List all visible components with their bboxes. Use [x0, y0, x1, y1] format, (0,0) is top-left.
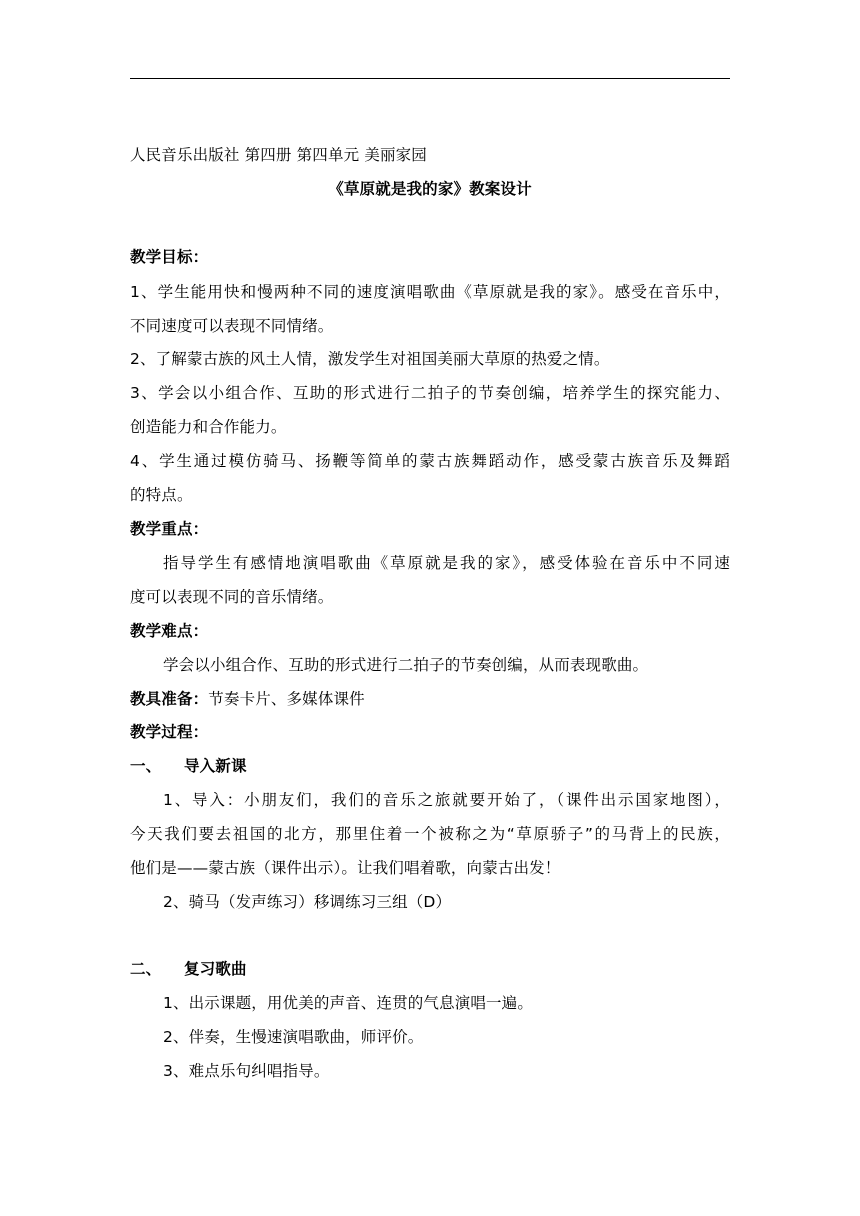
materials-text: 节奏卡片、多媒体课件: [208, 690, 365, 708]
objectives-line: 2、了解蒙古族的风土人情，激发学生对祖国美丽大草原的热爱之情。: [130, 350, 610, 368]
key-points-line: 指导学生有感情地演唱歌曲《草原就是我的家》，感受体验在音乐中不同速: [163, 554, 730, 572]
section1-line: 1、导入：小朋友们，我们的音乐之旅就要开始了，（课件出示国家地图），: [163, 791, 730, 809]
publisher-line: 人民音乐出版社 第四册 第四单元 美丽家园: [130, 146, 427, 164]
document-title: 《草原就是我的家》教案设计: [328, 180, 532, 198]
section2-line: 3、难点乐句纠唱指导。: [163, 1062, 330, 1080]
objectives-line: 创造能力和合作能力。: [130, 418, 287, 436]
header-rule: [130, 78, 730, 79]
section1-heading: [130, 755, 730, 777]
objectives-line: 3、学会以小组合作、互助的形式进行二拍子的节奏创编，培养学生的探究能力、: [130, 384, 730, 402]
section2-line: 1、出示课题，用优美的声音、连贯的气息演唱一遍。: [163, 994, 533, 1012]
section1-title: 导入新课: [184, 757, 247, 775]
key-points-heading: 教学重点：: [130, 520, 209, 538]
process-heading: 教学过程：: [130, 723, 209, 741]
difficulties-heading: 教学难点：: [130, 622, 209, 640]
materials-line: [130, 688, 730, 710]
objectives-line: 1、学生能用快和慢两种不同的速度演唱歌曲《草原就是我的家》。感受在音乐中，: [130, 283, 730, 301]
section2-heading: [130, 958, 730, 980]
objectives-line: 不同速度可以表现不同情绪。: [130, 317, 334, 335]
section1-line: 今天我们要去祖国的北方，那里住着一个被称之为“草原骄子”的马背上的民族，: [130, 825, 730, 843]
section2-number: 二、: [130, 960, 162, 978]
section2-line: 2、伴奏，生慢速演唱歌曲，师评价。: [163, 1028, 424, 1046]
section1-line: 2、骑马（发声练习）移调练习三组（D）: [163, 893, 452, 911]
key-points-line: 度可以表现不同的音乐情绪。: [130, 588, 334, 606]
section2-title: 复习歌曲: [184, 960, 247, 978]
materials-heading: 教具准备：: [130, 690, 209, 708]
objectives-heading: 教学目标：: [130, 248, 209, 266]
objectives-line: 的特点。: [130, 486, 193, 504]
difficulties-line: 学会以小组合作、互助的形式进行二拍子的节奏创编，从而表现歌曲。: [163, 656, 649, 674]
section1-number: 一、: [130, 757, 162, 775]
objectives-line: 4、学生通过模仿骑马、扬鞭等简单的蒙古族舞蹈动作，感受蒙古族音乐及舞蹈: [130, 452, 730, 470]
section1-line: 他们是——蒙古族（课件出示）。让我们唱着歌，向蒙古出发！: [130, 859, 561, 877]
